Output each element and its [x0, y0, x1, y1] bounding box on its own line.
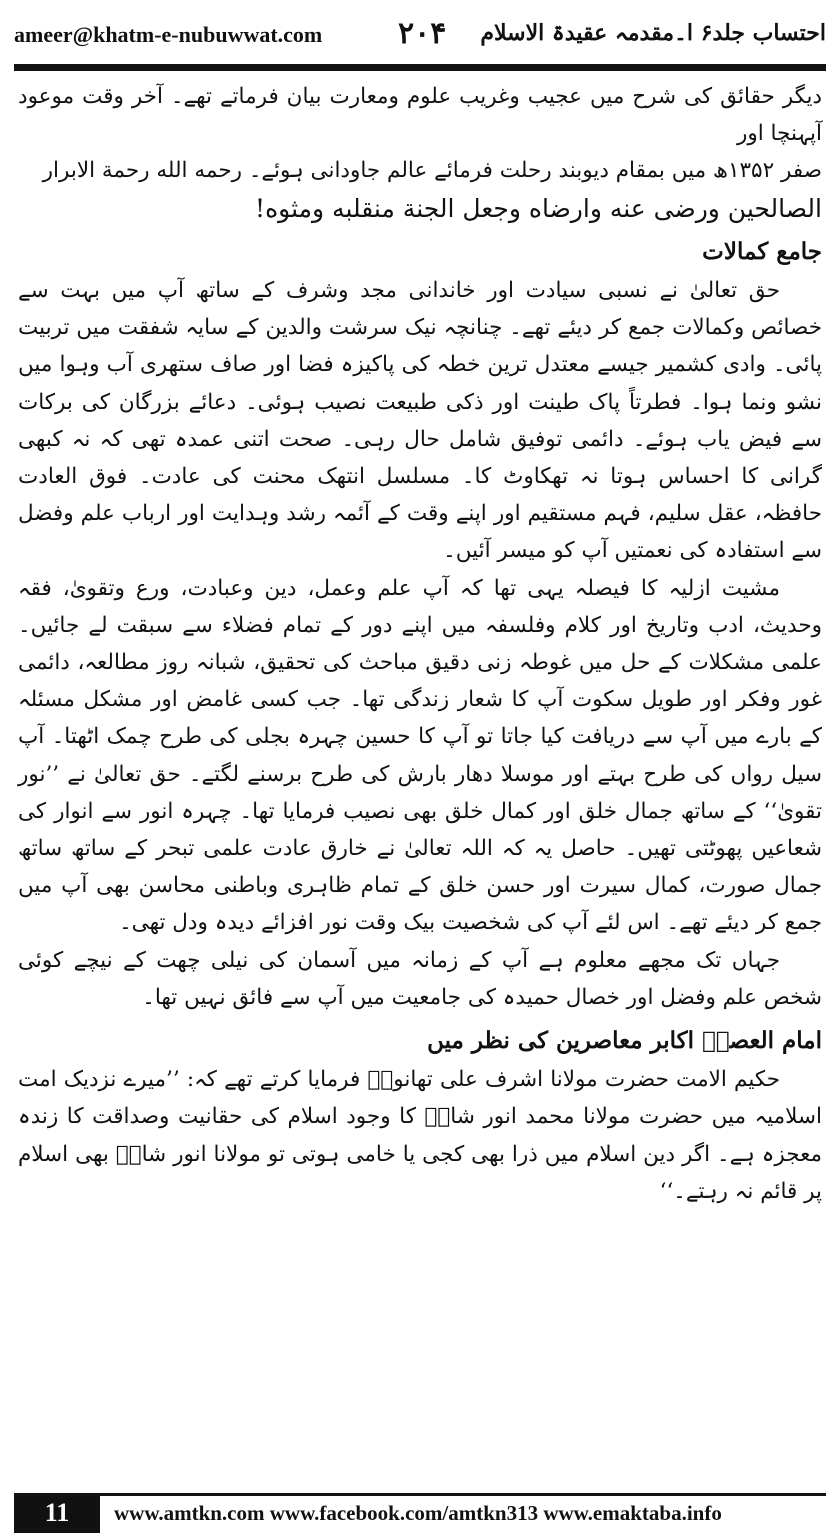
header-page-number: ۲۰۴: [398, 16, 447, 51]
paragraph: جہاں تک مجھے معلوم ہے آپ کے زمانہ میں آسمان کی نیلی چھت کے نیچے کوئی شخص علم وفضل اور خصال حمیدہ کی جامعیت میں آپ سے فائق نہیں تھا۔: [18, 947, 822, 1010]
intro-line: صفر ۱۳۵۲ھ میں بمقام دیوبند رحلت فرمائے عالم جاودانی ہوئے۔ رحمه الله رحمة الابرار: [42, 158, 822, 184]
header-rule: [14, 64, 826, 71]
page-footer: [14, 1493, 826, 1533]
footer-rule: [14, 1493, 826, 1496]
page-header: [14, 12, 826, 62]
header-book-title: احتساب جلد۶ ا۔مقدمہ عقیدۃ الاسلام: [480, 20, 826, 46]
footer-page-number: 11: [14, 1493, 100, 1533]
article-body: [18, 78, 822, 1210]
paragraph: مشیت ازلیہ کا فیصلہ یہی تھا کہ آپ علم وعمل، دین وعبادت، ورع وتقویٰ، فقہ وحدیث، ادب وتاریخ اور کلام وفلسفہ میں اپنے دور کے تمام فضلاء سے سبقت لے جائیں۔ علمی مشکلات کے حل میں غوطہ زنی دقیق مباحث کی تحقیق، شبانہ روز مطالعہ، دائمی غور وفکر اور طویل سکوت آپ کا شعار زندگی تھا۔ جب کسی غامض اور مشکل مسئلہ کے بارے میں آپ سے دریافت کیا جاتا تو آپ کا حسین چہرہ بجلی کی طرح چمک اٹھتا۔ آپ سیل رواں کی طرح بہتے اور موسلا دھار بارش کی طرح برسنے لگتے۔ حق تعالیٰ نے ’’نور تقویٰ‘‘ کے ساتھ جمال خلق اور کمال خلق بھی نصیب فرمایا تھا۔ چہرہ انور سے انوار کی شعاعیں پھوٹتی تھیں۔ حاصل یہ کہ اللہ تعالیٰ نے خارق عادت علمی تبحر کے ساتھ ساتھ جمال صورت، کمال سیرت اور حسن خلق کے تمام ظاہری وباطنی محاسن بھی آپ میں جمع کر دیئے تھے۔ اس لئے آپ کی شخصیت بیک وقت نور افزائے دیدہ ودل تھی۔: [18, 575, 822, 936]
intro-line: دیگر حقائق کی شرح میں عجیب وغریب علوم ومعارت بیان فرماتے تھے۔ آخر وقت موعود آپہنچا اور: [18, 84, 822, 147]
header-email[interactable]: ameer@khatm-e-nubuwwat.com: [14, 22, 323, 47]
section-heading-imam-ul-asr: امام العصرؒ اکابر معاصرین کی نظر میں: [427, 1027, 822, 1055]
paragraph-quote: حکیم الامت حضرت مولانا اشرف علی تھانویؒ فرمایا کرتے تھے کہ: ’’میرے نزدیک امت اسلامیہ میں حضرت مولانا محمد انور شاہؒ کا وجود اسلام کی حقانیت وصداقت کا زندہ معجزہ ہے۔ اگر دین اسلام میں ذرا بھی کجی یا خامی ہوتی تو مولانا انور شاہؒ بھی اسلام پر قائم نہ رہتے۔‘‘: [18, 1067, 822, 1204]
paragraph: حق تعالیٰ نے نسبی سیادت اور خاندانی مجد وشرف کے ساتھ آپ میں بہت سے خصائص وکمالات جمع کر دیئے تھے۔ چنانچہ نیک سرشت والدین کے سایہ شفقت میں تربیت پائی۔ وادی کشمیر جیسے معتدل ترین خطہ کی پاکیزہ فضا اور صاف ستھری آب وہوا میں نشو ونما ہوا۔ فطرتاً پاک طینت اور ذکی طبیعت نصیب ہوئی۔ دعائے بزرگان کی برکات سے فیض یاب ہوئے۔ دائمی توفیق شامل حال رہی۔ صحت اتنی عمدہ تھی کہ نہ کبھی گرانی کا احساس ہوتا نہ تھکاوٹ کا۔ مسلسل انتھک محنت کی عادت۔ فوق العادت حافظہ، عقل سلیم، فہم مستقیم اور اپنے وقت کے آئمہ رشد وہدایت اور ارباب علم وفضل سے استفادہ کی نعمتیں آپ کو میسر آئیں۔: [18, 278, 822, 564]
section-heading-jame-kamalat: جامع کمالات: [702, 237, 822, 265]
footer-links[interactable]: www.amtkn.com www.facebook.com/amtkn313 www.emaktaba.info: [114, 1501, 722, 1525]
arabic-dua: الصالحين ورضى عنه وارضاه وجعل الجنة منقلبه ومثوه!: [255, 193, 822, 223]
